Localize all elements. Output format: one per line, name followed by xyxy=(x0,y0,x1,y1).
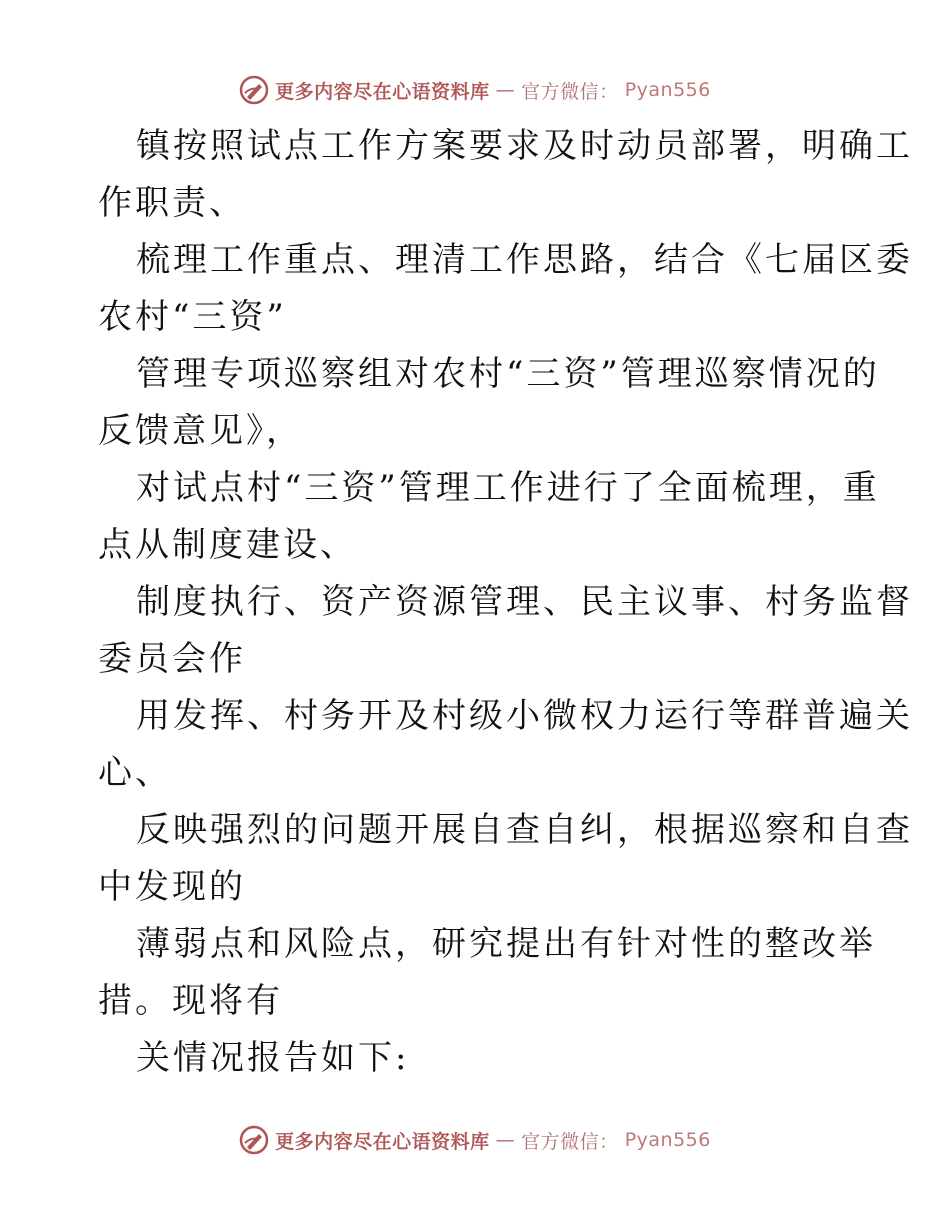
paragraph-line: 措。现将有 xyxy=(98,981,283,1021)
paragraph xyxy=(98,574,913,688)
paragraph xyxy=(98,916,876,1030)
paragraph xyxy=(98,688,913,802)
watermark-wechat-id: Pyan556 xyxy=(624,79,711,101)
paragraph-line: 管理专项巡察组对农村“三资”管理巡察情况的 xyxy=(136,354,880,394)
paragraph-line: 反映强烈的问题开展自查自纠，根据巡察和自查 xyxy=(136,810,913,850)
paragraph-line: 镇按照试点工作方案要求及时动员部署，明确工 xyxy=(136,126,913,166)
watermark-wechat-label: 官方微信： xyxy=(521,1130,619,1153)
paragraph-line: 中发现的 xyxy=(98,867,246,907)
paragraph-line: 委员会作 xyxy=(98,639,246,679)
paragraph-line: 农村“三资” xyxy=(98,297,287,337)
paragraph xyxy=(98,232,913,346)
watermark-separator: — xyxy=(495,1129,516,1151)
watermark-banner-top xyxy=(0,70,950,110)
paragraph xyxy=(98,118,913,232)
paragraph-line: 心、 xyxy=(98,753,172,793)
watermark-wechat-id: Pyan556 xyxy=(624,1129,711,1151)
watermark-wechat-label: 官方微信： xyxy=(521,80,619,103)
watermark-brand: 更多内容尽在心语资料库 xyxy=(275,80,490,103)
paragraph-line: 制度执行、资产资源管理、民主议事、村务监督 xyxy=(136,582,913,622)
paragraph xyxy=(98,460,880,574)
paragraph-line: 用发挥、村务开及村级小微权力运行等群普遍关 xyxy=(136,696,913,736)
paragraph-line: 反馈意见》， xyxy=(98,411,303,451)
paragraph-line: 薄弱点和风险点，研究提出有针对性的整改举 xyxy=(136,924,876,964)
document-body xyxy=(98,118,913,1087)
paragraph-line: 关情况报告如下: xyxy=(136,1038,410,1078)
watermark-banner-bottom xyxy=(0,1120,950,1160)
pen-logo-icon xyxy=(239,75,269,105)
watermark-separator: — xyxy=(495,79,516,101)
paragraph-line: 作职责、 xyxy=(98,183,246,223)
paragraph-line: 点从制度建设、 xyxy=(98,525,357,565)
paragraph xyxy=(98,802,913,916)
paragraph xyxy=(98,346,880,460)
pen-logo-icon xyxy=(239,1125,269,1155)
paragraph xyxy=(98,1030,858,1087)
paragraph-line: 对试点村“三资”管理工作进行了全面梳理，重 xyxy=(136,468,880,508)
paragraph-line: 梳理工作重点、理清工作思路，结合《七届区委 xyxy=(136,240,913,280)
watermark-brand: 更多内容尽在心语资料库 xyxy=(275,1130,490,1153)
